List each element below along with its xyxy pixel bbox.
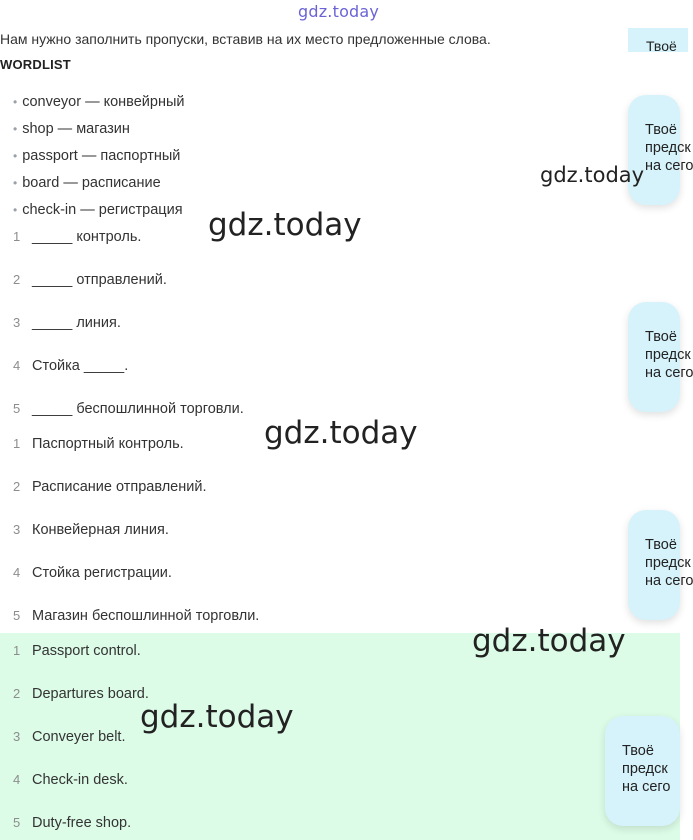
promo-bubble-line: Твоё xyxy=(645,329,677,345)
watermark: gdz.today xyxy=(540,163,645,187)
promo-bubble-line: на сего xyxy=(645,158,693,174)
exercise-text: _____ линия. xyxy=(32,315,121,331)
exercise-text: _____ отправлений. xyxy=(32,272,167,288)
site-watermark[interactable]: gdz.today xyxy=(298,2,380,21)
exercise-text: _____ беспошлинной торговли. xyxy=(32,401,244,417)
watermark: gdz.today xyxy=(140,699,294,735)
wordlist-item xyxy=(13,202,183,218)
answer-text: Check-in desk. xyxy=(32,772,128,788)
wordlist-item-text: passport — паспортный xyxy=(22,148,181,164)
item-number: 1 xyxy=(13,643,21,658)
english-answer xyxy=(13,815,131,831)
answer-text: Conveyer belt. xyxy=(32,729,126,745)
answer-text: Стойка регистрации. xyxy=(32,565,172,581)
wordlist-item xyxy=(13,175,161,191)
answer-text: Duty-free shop. xyxy=(32,815,132,831)
watermark: gdz.today xyxy=(264,415,418,451)
wordlist-item xyxy=(13,148,180,164)
exercise-item xyxy=(13,401,244,417)
promo-bubble-line: предск xyxy=(645,555,691,571)
russian-answer xyxy=(13,522,169,538)
promo-bubble[interactable] xyxy=(628,95,693,205)
exercise-text: _____ контроль. xyxy=(32,229,142,245)
item-number: 3 xyxy=(13,315,21,330)
answer-text: Departures board. xyxy=(32,686,149,702)
item-number: 2 xyxy=(13,272,21,287)
promo-bubble-line: Твоё xyxy=(645,537,677,553)
watermark: gdz.today xyxy=(208,207,362,243)
wordlist-item xyxy=(13,94,184,110)
answer-text: Расписание отправлений. xyxy=(32,479,207,495)
bullet-icon: • xyxy=(13,149,18,163)
answer-text: Паспортный контроль. xyxy=(32,436,184,452)
bullet-icon: • xyxy=(13,95,18,109)
answer-text: Конвейерная линия. xyxy=(32,522,169,538)
item-number: 1 xyxy=(13,229,21,244)
bullet-icon: • xyxy=(13,176,18,190)
wordlist-title: WORDLIST xyxy=(0,57,71,72)
item-number: 5 xyxy=(13,815,21,830)
wordlist-item xyxy=(13,121,130,137)
item-number: 4 xyxy=(13,565,21,580)
answer-text: Passport control. xyxy=(32,643,141,659)
promo-bubble[interactable] xyxy=(628,28,688,52)
english-answer xyxy=(13,643,141,659)
promo-bubble-line: на сего xyxy=(622,779,671,795)
item-number: 4 xyxy=(13,358,21,373)
promo-bubble-line: предск xyxy=(645,347,691,363)
item-number: 2 xyxy=(13,686,21,701)
russian-answer xyxy=(13,608,259,624)
exercise-item xyxy=(13,229,141,245)
item-number: 3 xyxy=(13,729,21,744)
english-answer xyxy=(13,772,128,788)
promo-bubble-line: на сего xyxy=(645,573,693,589)
russian-answer xyxy=(13,565,172,581)
bullet-icon: • xyxy=(13,122,18,136)
bullet-icon: • xyxy=(13,203,18,217)
wordlist-item-text: conveyor — конвейрный xyxy=(22,94,185,110)
item-number: 1 xyxy=(13,436,21,451)
russian-answer xyxy=(13,436,184,452)
english-answer xyxy=(13,729,126,745)
task-instruction: Нам нужно заполнить пропуски, вставив на их место предложенные слова. xyxy=(0,31,491,47)
exercise-text: Стойка _____. xyxy=(32,358,129,374)
wordlist-item-text: check-in — регистрация xyxy=(22,202,183,218)
wordlist-item-text: shop — магазин xyxy=(22,121,130,137)
promo-bubble[interactable] xyxy=(628,510,693,620)
promo-bubble-text: Твоё xyxy=(646,38,677,54)
promo-bubble-line: Твоё xyxy=(645,122,677,138)
watermark: gdz.today xyxy=(472,623,626,659)
promo-bubble[interactable] xyxy=(628,302,693,412)
item-number: 3 xyxy=(13,522,21,537)
item-number: 2 xyxy=(13,479,21,494)
promo-bubble-line: Твоё xyxy=(622,743,654,759)
wordlist-item-text: board — расписание xyxy=(22,175,161,191)
answer-text: Магазин беспошлинной торговли. xyxy=(32,608,260,624)
promo-bubble[interactable] xyxy=(605,716,680,826)
exercise-item xyxy=(13,272,167,288)
item-number: 5 xyxy=(13,401,21,416)
item-number: 5 xyxy=(13,608,21,623)
exercise-item xyxy=(13,358,128,374)
promo-bubble-line: на сего xyxy=(645,365,693,381)
promo-bubble-line: предск xyxy=(622,761,668,777)
exercise-item xyxy=(13,315,121,331)
russian-answer xyxy=(13,479,206,495)
item-number: 4 xyxy=(13,772,21,787)
promo-bubble-line: предск xyxy=(645,140,691,156)
english-answer xyxy=(13,686,149,702)
